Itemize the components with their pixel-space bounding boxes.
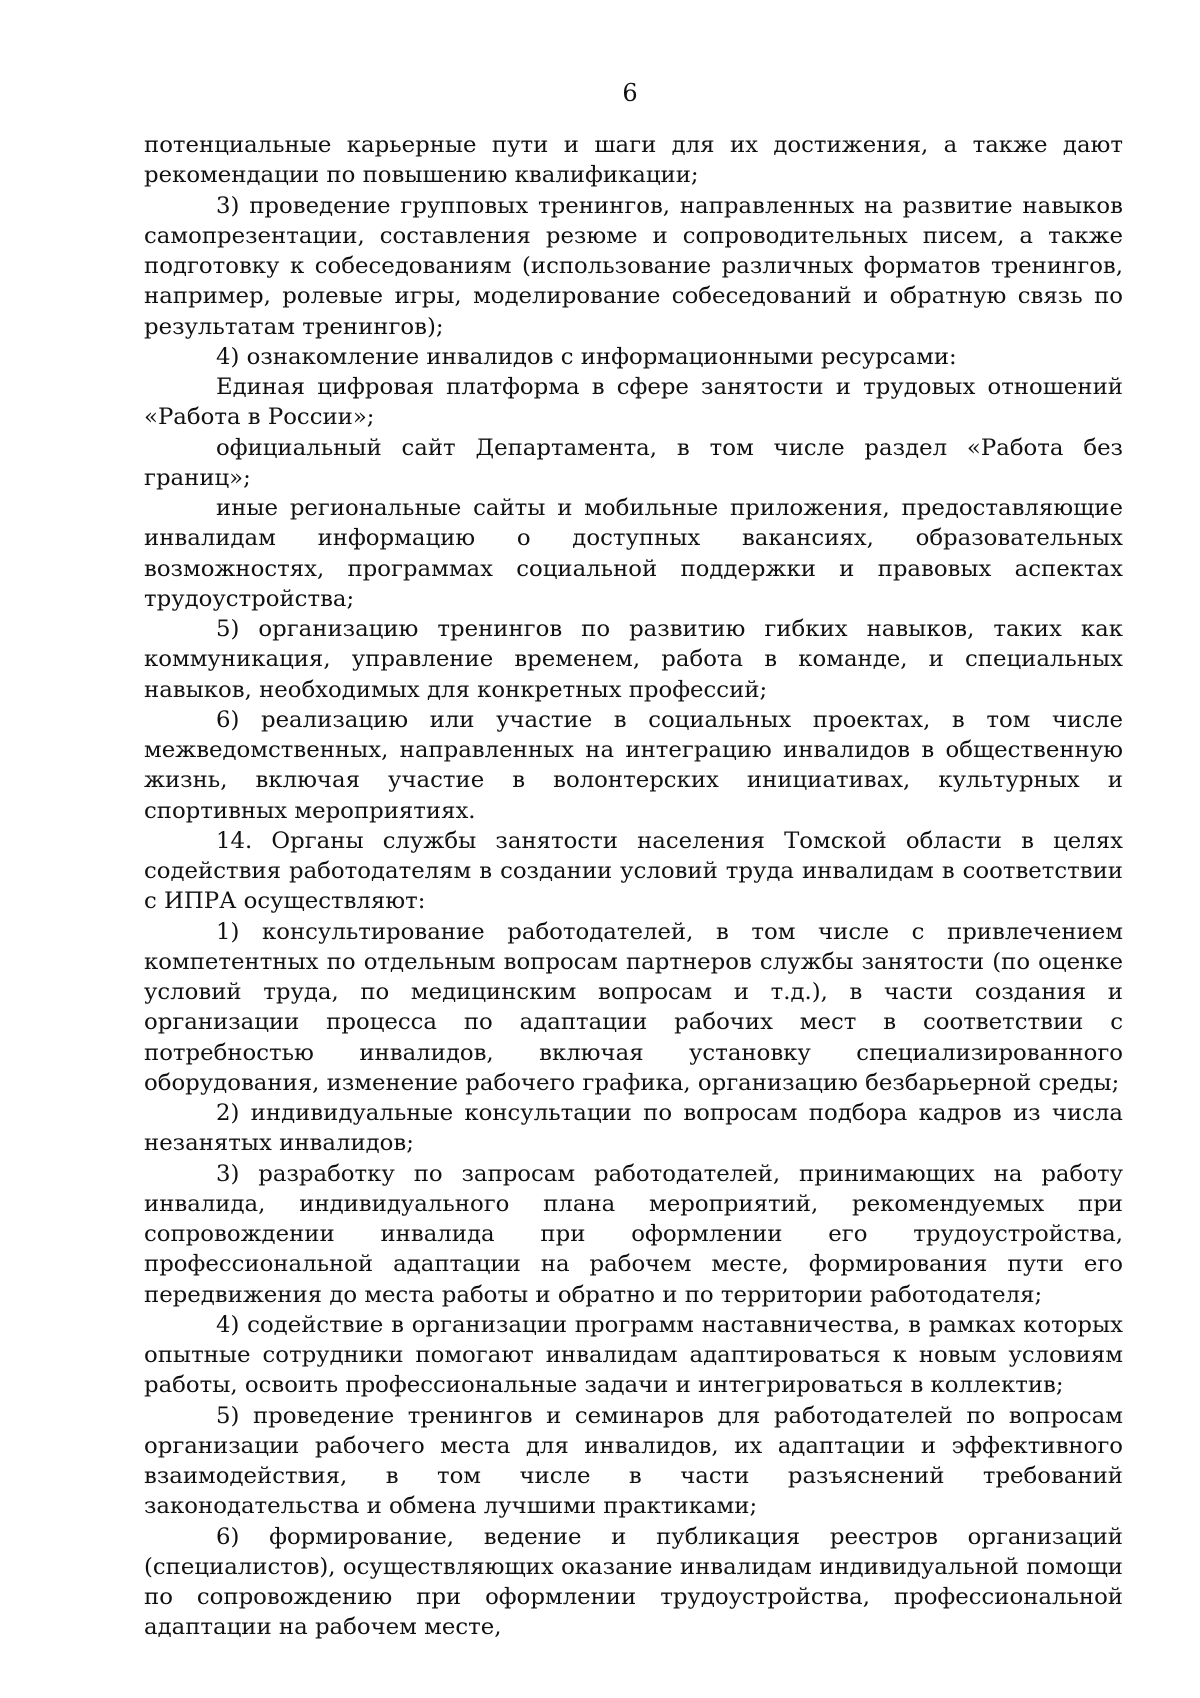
paragraph-resource-official-site: официальный сайт Департамента, в том числе раздел «Работа без границ»; [144, 434, 1123, 491]
paragraph-section-14-item-6: 6) формирование, ведение и публикация реестров организаций (специалистов), осуществляющих оказание инвалидам индивидуальной помощи по сопровождению при оформлении трудоустройства, профессиональной адаптации на рабочем месте, [144, 1523, 1123, 1641]
paragraph-item-4-information-resources: 4) ознакомление инвалидов с информационными ресурсами: [216, 343, 957, 370]
paragraph-section-14-item-5: 5) проведение тренингов и семинаров для работодателей по вопросам организации рабочего места для инвалидов, их адаптации и эффективного взаимодействия, в том числе в части разъяснений требований законодательства и обмена лучшими практиками; [144, 1402, 1123, 1520]
page-number: 6 [622, 79, 638, 107]
paragraph-resource-rabota-v-rossii: Единая цифровая платформа в сфере занятости и трудовых отношений «Работа в России»; [144, 374, 1123, 431]
paragraph-section-14-item-1: 1) консультирование работодателей, в том числе с привлечением компетентных по отдельным вопросам партнеров службы занятости (по оценке условий труда, по медицинским вопросам и т.д.), в части создания и организации процесса по адаптации рабочих мест в соответствии с потребностью инвалидов, включая установку специализированного оборудования, изменение рабочего графика, организацию безбарьерной среды; [144, 918, 1123, 1096]
paragraph-continuation: потенциальные карьерные пути и шаги для их достижения, а также дают рекомендации по повышению квалификации; [144, 132, 1123, 189]
paragraph-section-14-item-4: 4) содействие в организации программ наставничества, в рамках которых опытные сотрудники помогают инвалидам адаптироваться к новым условиям работы, освоить профессиональные задачи и интегрироваться в коллектив; [144, 1311, 1123, 1399]
paragraph-section-14-item-3: 3) разработку по запросам работодателей, принимающих на работу инвалида, индивидуального плана мероприятий, рекомендуемых при сопровождении инвалида при оформлении его трудоустройства, профессиональной адаптации на рабочем месте, формирования пути его передвижения до места работы и обратно и по территории работодателя; [144, 1160, 1123, 1308]
paragraph-section-14-item-2: 2) индивидуальные консультации по вопросам подбора кадров из числа незанятых инвалидов; [144, 1100, 1123, 1157]
paragraph-resource-regional-sites: иные региональные сайты и мобильные приложения, предоставляющие инвалидам информацию о доступных вакансиях, образовательных возможностях, программах социальной поддержки и правовых аспектах трудоустройства; [144, 495, 1123, 612]
paragraph-item-5-soft-skills: 5) организацию тренингов по развитию гибких навыков, таких как коммуникация, управление временем, работа в команде, и специальных навыков, необходимых для конкретных профессий; [144, 616, 1123, 703]
paragraph-item-6-social-projects: 6) реализацию или участие в социальных проектах, в том числе межведомственных, направленных на интеграцию инвалидов в общественную жизнь, включая участие в волонтерских инициативах, культурных и спортивных мероприятиях. [144, 706, 1123, 824]
paragraph-item-3-group-trainings: 3) проведение групповых тренингов, направленных на развитие навыков самопрезентации, составления резюме и сопроводительных писем, а также подготовку к собеседованиям (использование различных форматов тренингов, например, ролевые игры, моделирование собеседований и обратную связь по результатам тренингов); [144, 192, 1123, 340]
paragraph-section-14: 14. Органы службы занятости населения Томской области в целях содействия работодателям в создании условий труда инвалидам в соответствии с ИПРА осуществляют: [144, 827, 1123, 915]
document-body [144, 130, 1123, 1643]
